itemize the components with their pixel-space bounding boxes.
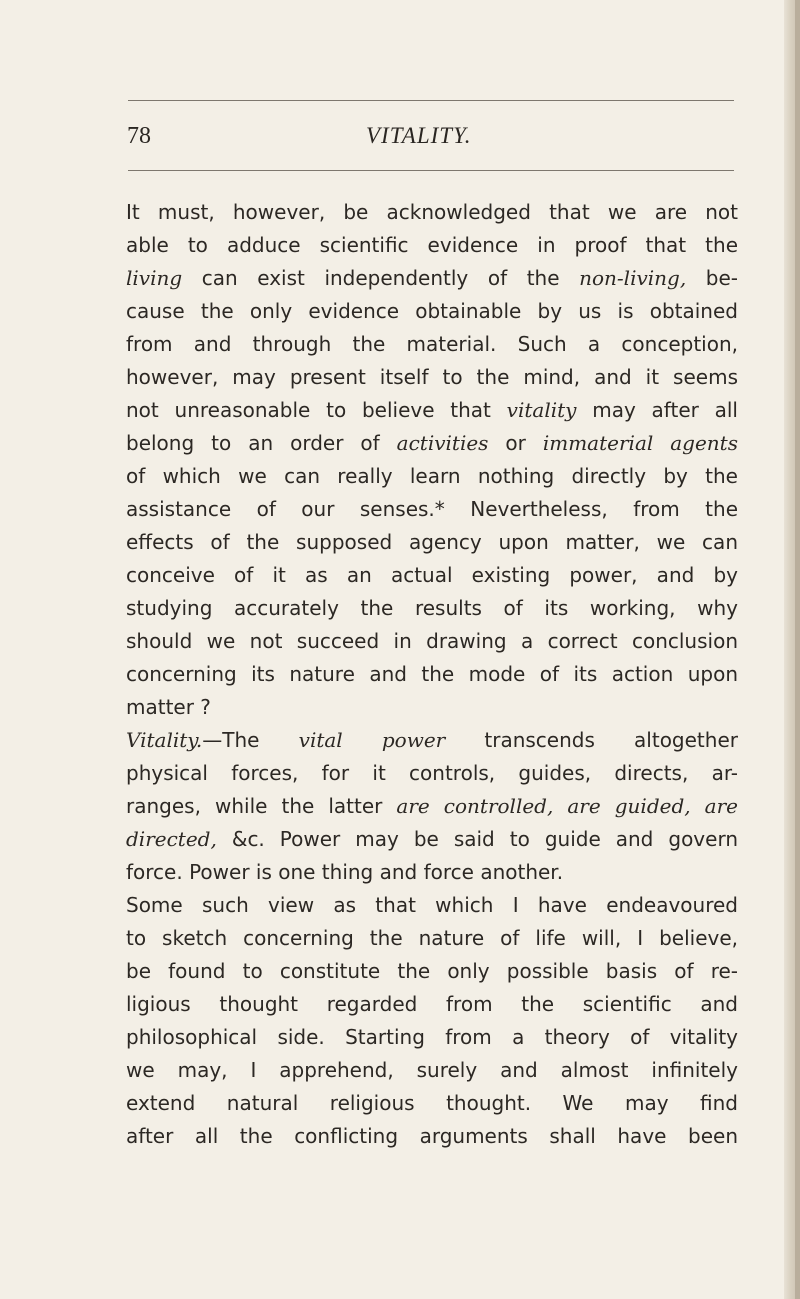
text-run: from and through the material. Such a conception, (126, 332, 738, 356)
text-run: or (488, 431, 543, 455)
text-run: to sketch concerning the nature of life will, I believe, (126, 926, 738, 950)
text-line (126, 889, 738, 922)
italic-text: vital power (298, 728, 446, 752)
text-line (126, 328, 738, 361)
text-run: ligious thought regarded from the scientific and (126, 992, 738, 1016)
italic-text: vitality (506, 398, 577, 422)
text-run: conceive of it as an actual existing power, and by (126, 563, 738, 587)
italic-text: immaterial agents (542, 431, 738, 455)
text-line (126, 1120, 738, 1153)
italic-text: activities (396, 431, 489, 455)
text-run: should we not succeed in drawing a correct conclusion (126, 629, 738, 653)
text-run: Some such view as that which I have endeavoured (126, 893, 738, 917)
text-line (126, 262, 738, 295)
text-line (126, 691, 738, 724)
text-run: ranges, while the latter (126, 794, 397, 818)
page-edge-dark (795, 0, 800, 1299)
text-line (126, 559, 738, 592)
text-line (126, 757, 738, 790)
header-rule-top (128, 100, 734, 101)
italic-text: are controlled, are guided, are (396, 794, 738, 818)
text-run: It must, however, be acknowledged that we are not (126, 200, 738, 224)
text-line (126, 427, 738, 460)
text-run: effects of the supposed agency upon matter, we can (126, 530, 738, 554)
body-text (126, 196, 738, 1153)
text-run: be found to constitute the only possible basis of re- (126, 959, 738, 983)
text-line (126, 724, 738, 757)
text-run: concerning its nature and the mode of its action upon (126, 662, 738, 686)
text-line (126, 394, 738, 427)
text-run: belong to an order of (126, 431, 397, 455)
text-run: be- (686, 266, 738, 290)
text-line (126, 592, 738, 625)
text-line (126, 856, 738, 889)
text-run: after all the conflicting arguments shall have been (126, 1124, 738, 1148)
italic-text: Vitality. (126, 728, 203, 752)
italic-text: directed, (126, 827, 217, 851)
text-line (126, 1054, 738, 1087)
page-number: 78 (127, 123, 151, 149)
text-line (126, 526, 738, 559)
text-run: &c. Power may be said to guide and govern (216, 827, 738, 851)
text-line (126, 295, 738, 328)
text-line (126, 493, 738, 526)
text-run: philosophical side. Starting from a theory of vitality (126, 1025, 738, 1049)
text-run: may after all (576, 398, 738, 422)
text-line (126, 196, 738, 229)
text-run: extend natural religious thought. We may find (126, 1091, 738, 1115)
text-line (126, 625, 738, 658)
text-run: cause the only evidence obtainable by us is obtained (126, 299, 738, 323)
text-run: transcends altogether (445, 728, 738, 752)
text-run: however, may present itself to the mind, and it seems (126, 365, 738, 389)
text-line (126, 460, 738, 493)
italic-text: non-living, (579, 266, 687, 290)
text-run: —The (202, 728, 299, 752)
text-run: physical forces, for it controls, guides, directs, ar- (126, 761, 738, 785)
text-run: can exist independently of the (182, 266, 580, 290)
text-run: force. Power is one thing and force another. (126, 860, 564, 884)
text-run: assistance of our senses.* Nevertheless, from the (126, 497, 738, 521)
italic-text: living (126, 266, 183, 290)
text-run: matter ? (126, 695, 211, 719)
running-title: VITALITY. (366, 123, 472, 148)
text-run: able to adduce scientific evidence in proof that the (126, 233, 738, 257)
text-line (126, 1021, 738, 1054)
text-run: not unreasonable to believe that (126, 398, 507, 422)
header-rule-bottom (128, 170, 734, 171)
text-line (126, 361, 738, 394)
text-run: studying accurately the results of its working, why (126, 596, 738, 620)
text-run: we may, I apprehend, surely and almost infinitely (126, 1058, 738, 1082)
text-line (126, 790, 738, 823)
text-line (126, 922, 738, 955)
text-line (126, 955, 738, 988)
text-line (126, 823, 738, 856)
text-line (126, 1087, 738, 1120)
text-line (126, 988, 738, 1021)
text-line (126, 229, 738, 262)
text-line (126, 658, 738, 691)
text-run: of which we can really learn nothing directly by the (126, 464, 738, 488)
